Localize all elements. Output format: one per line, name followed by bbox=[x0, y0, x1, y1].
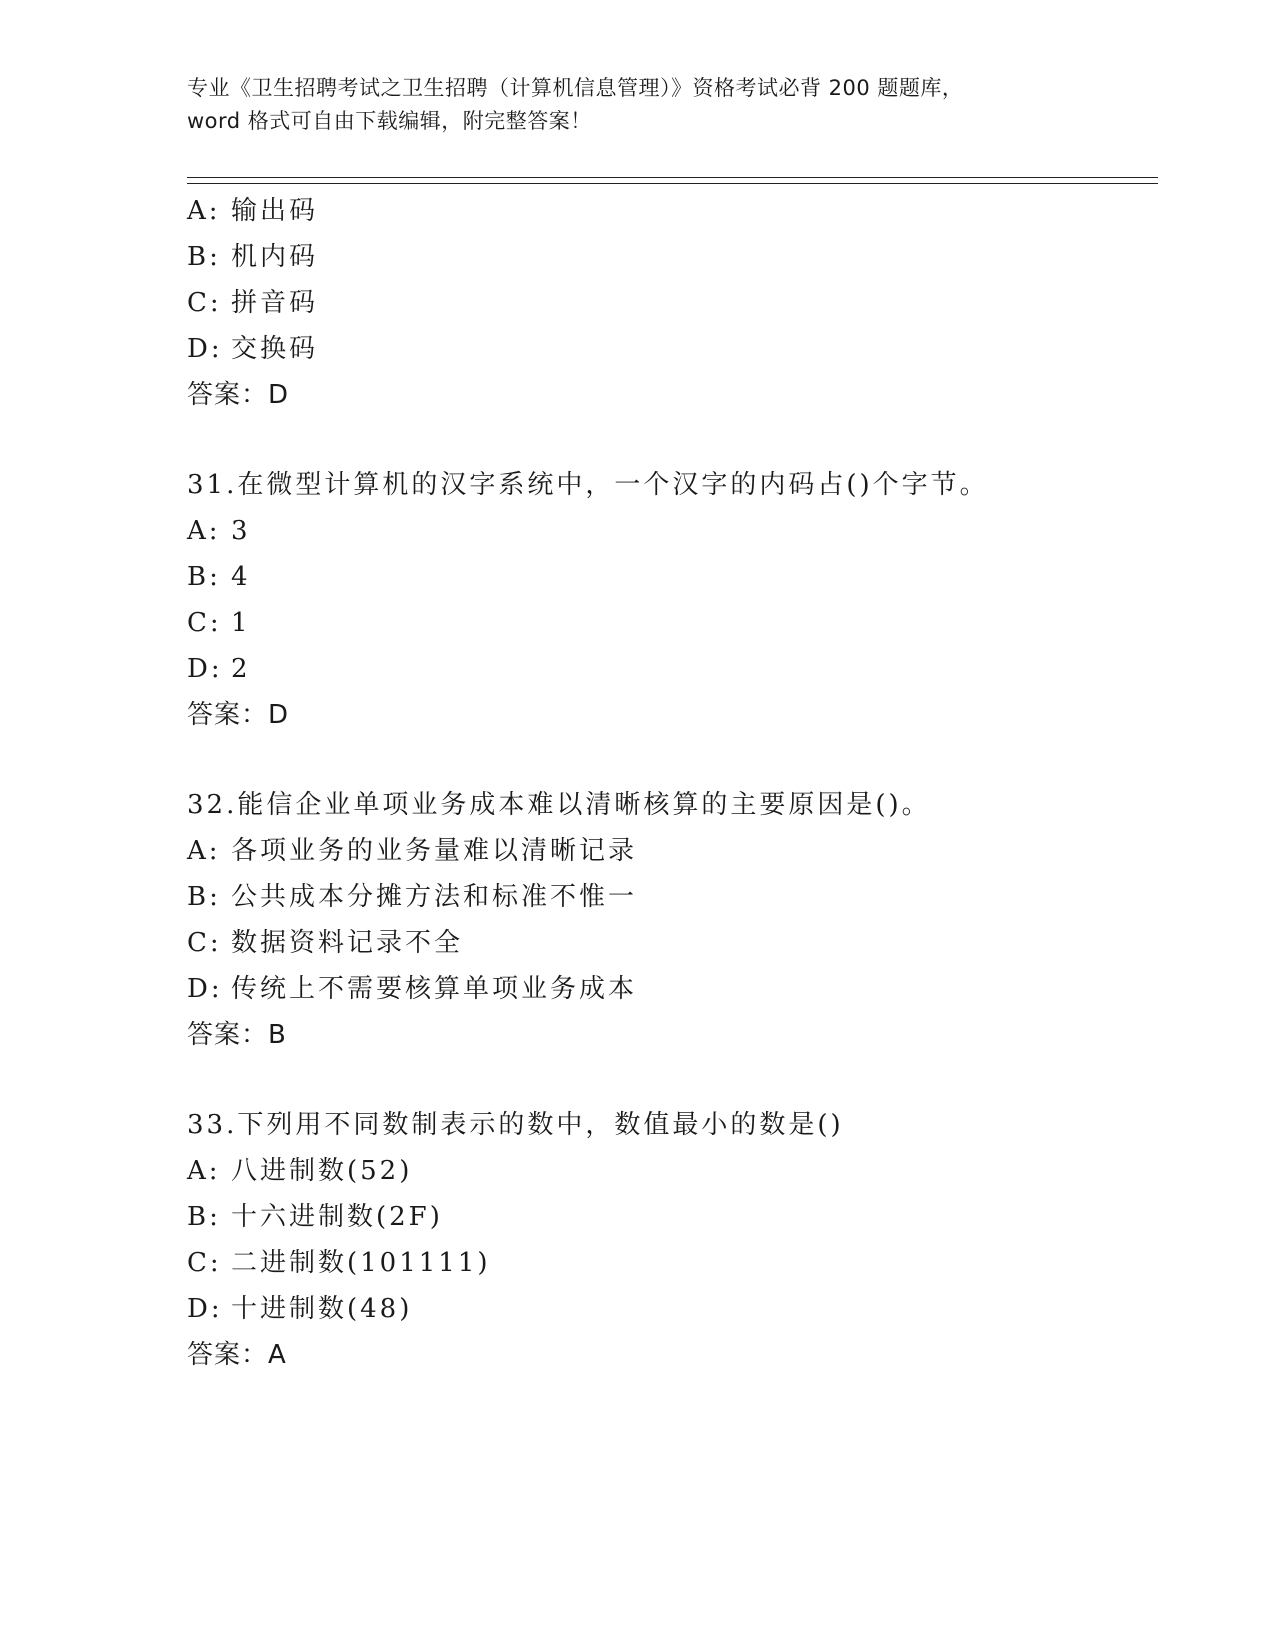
option-text: 二进制数(101111) bbox=[231, 1248, 491, 1278]
question-stem: 32.能信企业单项业务成本难以清晰核算的主要原因是()。 bbox=[187, 790, 931, 820]
option-letter: D: bbox=[187, 974, 223, 1004]
option-text: 十六进制数(2F) bbox=[231, 1202, 443, 1232]
option-a bbox=[187, 508, 1147, 554]
option-letter: C: bbox=[187, 1248, 222, 1278]
option-letter: A: bbox=[187, 516, 221, 546]
option-c bbox=[187, 1240, 1147, 1286]
header-line-1: 专业《卫生招聘考试之卫生招聘（计算机信息管理）》资格考试必背 200 题题库， bbox=[187, 76, 964, 100]
option-text: 八进制数(52) bbox=[231, 1156, 413, 1186]
option-letter: B: bbox=[187, 242, 221, 272]
option-c bbox=[187, 600, 1147, 646]
option-letter: C: bbox=[187, 608, 222, 638]
option-text: 3 bbox=[231, 516, 251, 546]
option-text: 输出码 bbox=[231, 196, 319, 226]
question-32 bbox=[187, 782, 1147, 1058]
answer-line: 答案：D bbox=[187, 700, 290, 730]
option-text: 数据资料记录不全 bbox=[231, 928, 464, 958]
question-stem: 33.下列用不同数制表示的数中，数值最小的数是() bbox=[187, 1110, 844, 1140]
question-31 bbox=[187, 462, 1147, 738]
header-divider-bottom bbox=[187, 183, 1158, 184]
option-b bbox=[187, 1194, 1147, 1240]
question-list bbox=[187, 188, 1147, 1378]
answer-line: 答案：B bbox=[187, 1020, 287, 1050]
option-letter: B: bbox=[187, 562, 221, 592]
option-letter: A: bbox=[187, 836, 221, 866]
option-b bbox=[187, 234, 1147, 280]
answer-line: 答案：D bbox=[187, 380, 290, 410]
option-c bbox=[187, 280, 1147, 326]
option-a bbox=[187, 1148, 1147, 1194]
option-letter: C: bbox=[187, 288, 222, 318]
option-letter: A: bbox=[187, 196, 221, 226]
answer-line: 答案：A bbox=[187, 1340, 287, 1370]
option-letter: C: bbox=[187, 928, 222, 958]
option-letter: B: bbox=[187, 1202, 221, 1232]
option-d bbox=[187, 326, 1147, 372]
option-text: 传统上不需要核算单项业务成本 bbox=[231, 974, 638, 1004]
option-text: 交换码 bbox=[231, 334, 319, 364]
option-text: 2 bbox=[231, 654, 251, 684]
option-text: 公共成本分摊方法和标准不惟一 bbox=[231, 882, 638, 912]
option-b bbox=[187, 554, 1147, 600]
option-text: 1 bbox=[231, 608, 251, 638]
option-text: 各项业务的业务量难以清晰记录 bbox=[231, 836, 638, 866]
option-letter: A: bbox=[187, 1156, 221, 1186]
option-letter: D: bbox=[187, 334, 223, 364]
option-text: 十进制数(48) bbox=[231, 1294, 413, 1324]
question-33 bbox=[187, 1102, 1147, 1378]
option-letter: B: bbox=[187, 882, 221, 912]
option-d bbox=[187, 646, 1147, 692]
header-divider-top bbox=[187, 177, 1158, 178]
option-text: 4 bbox=[231, 562, 251, 592]
header-line-2: word 格式可自由下载编辑，附完整答案！ bbox=[187, 109, 592, 133]
option-d bbox=[187, 1286, 1147, 1332]
question-stem: 31.在微型计算机的汉字系统中，一个汉字的内码占()个字节。 bbox=[187, 470, 989, 500]
question-30-continued bbox=[187, 188, 1147, 418]
option-text: 机内码 bbox=[231, 242, 319, 272]
option-a bbox=[187, 828, 1147, 874]
option-text: 拼音码 bbox=[231, 288, 319, 318]
option-d bbox=[187, 966, 1147, 1012]
option-letter: D: bbox=[187, 654, 223, 684]
option-letter: D: bbox=[187, 1294, 223, 1324]
option-c bbox=[187, 920, 1147, 966]
option-b bbox=[187, 874, 1147, 920]
option-a bbox=[187, 188, 1147, 234]
document-header bbox=[187, 72, 1087, 138]
